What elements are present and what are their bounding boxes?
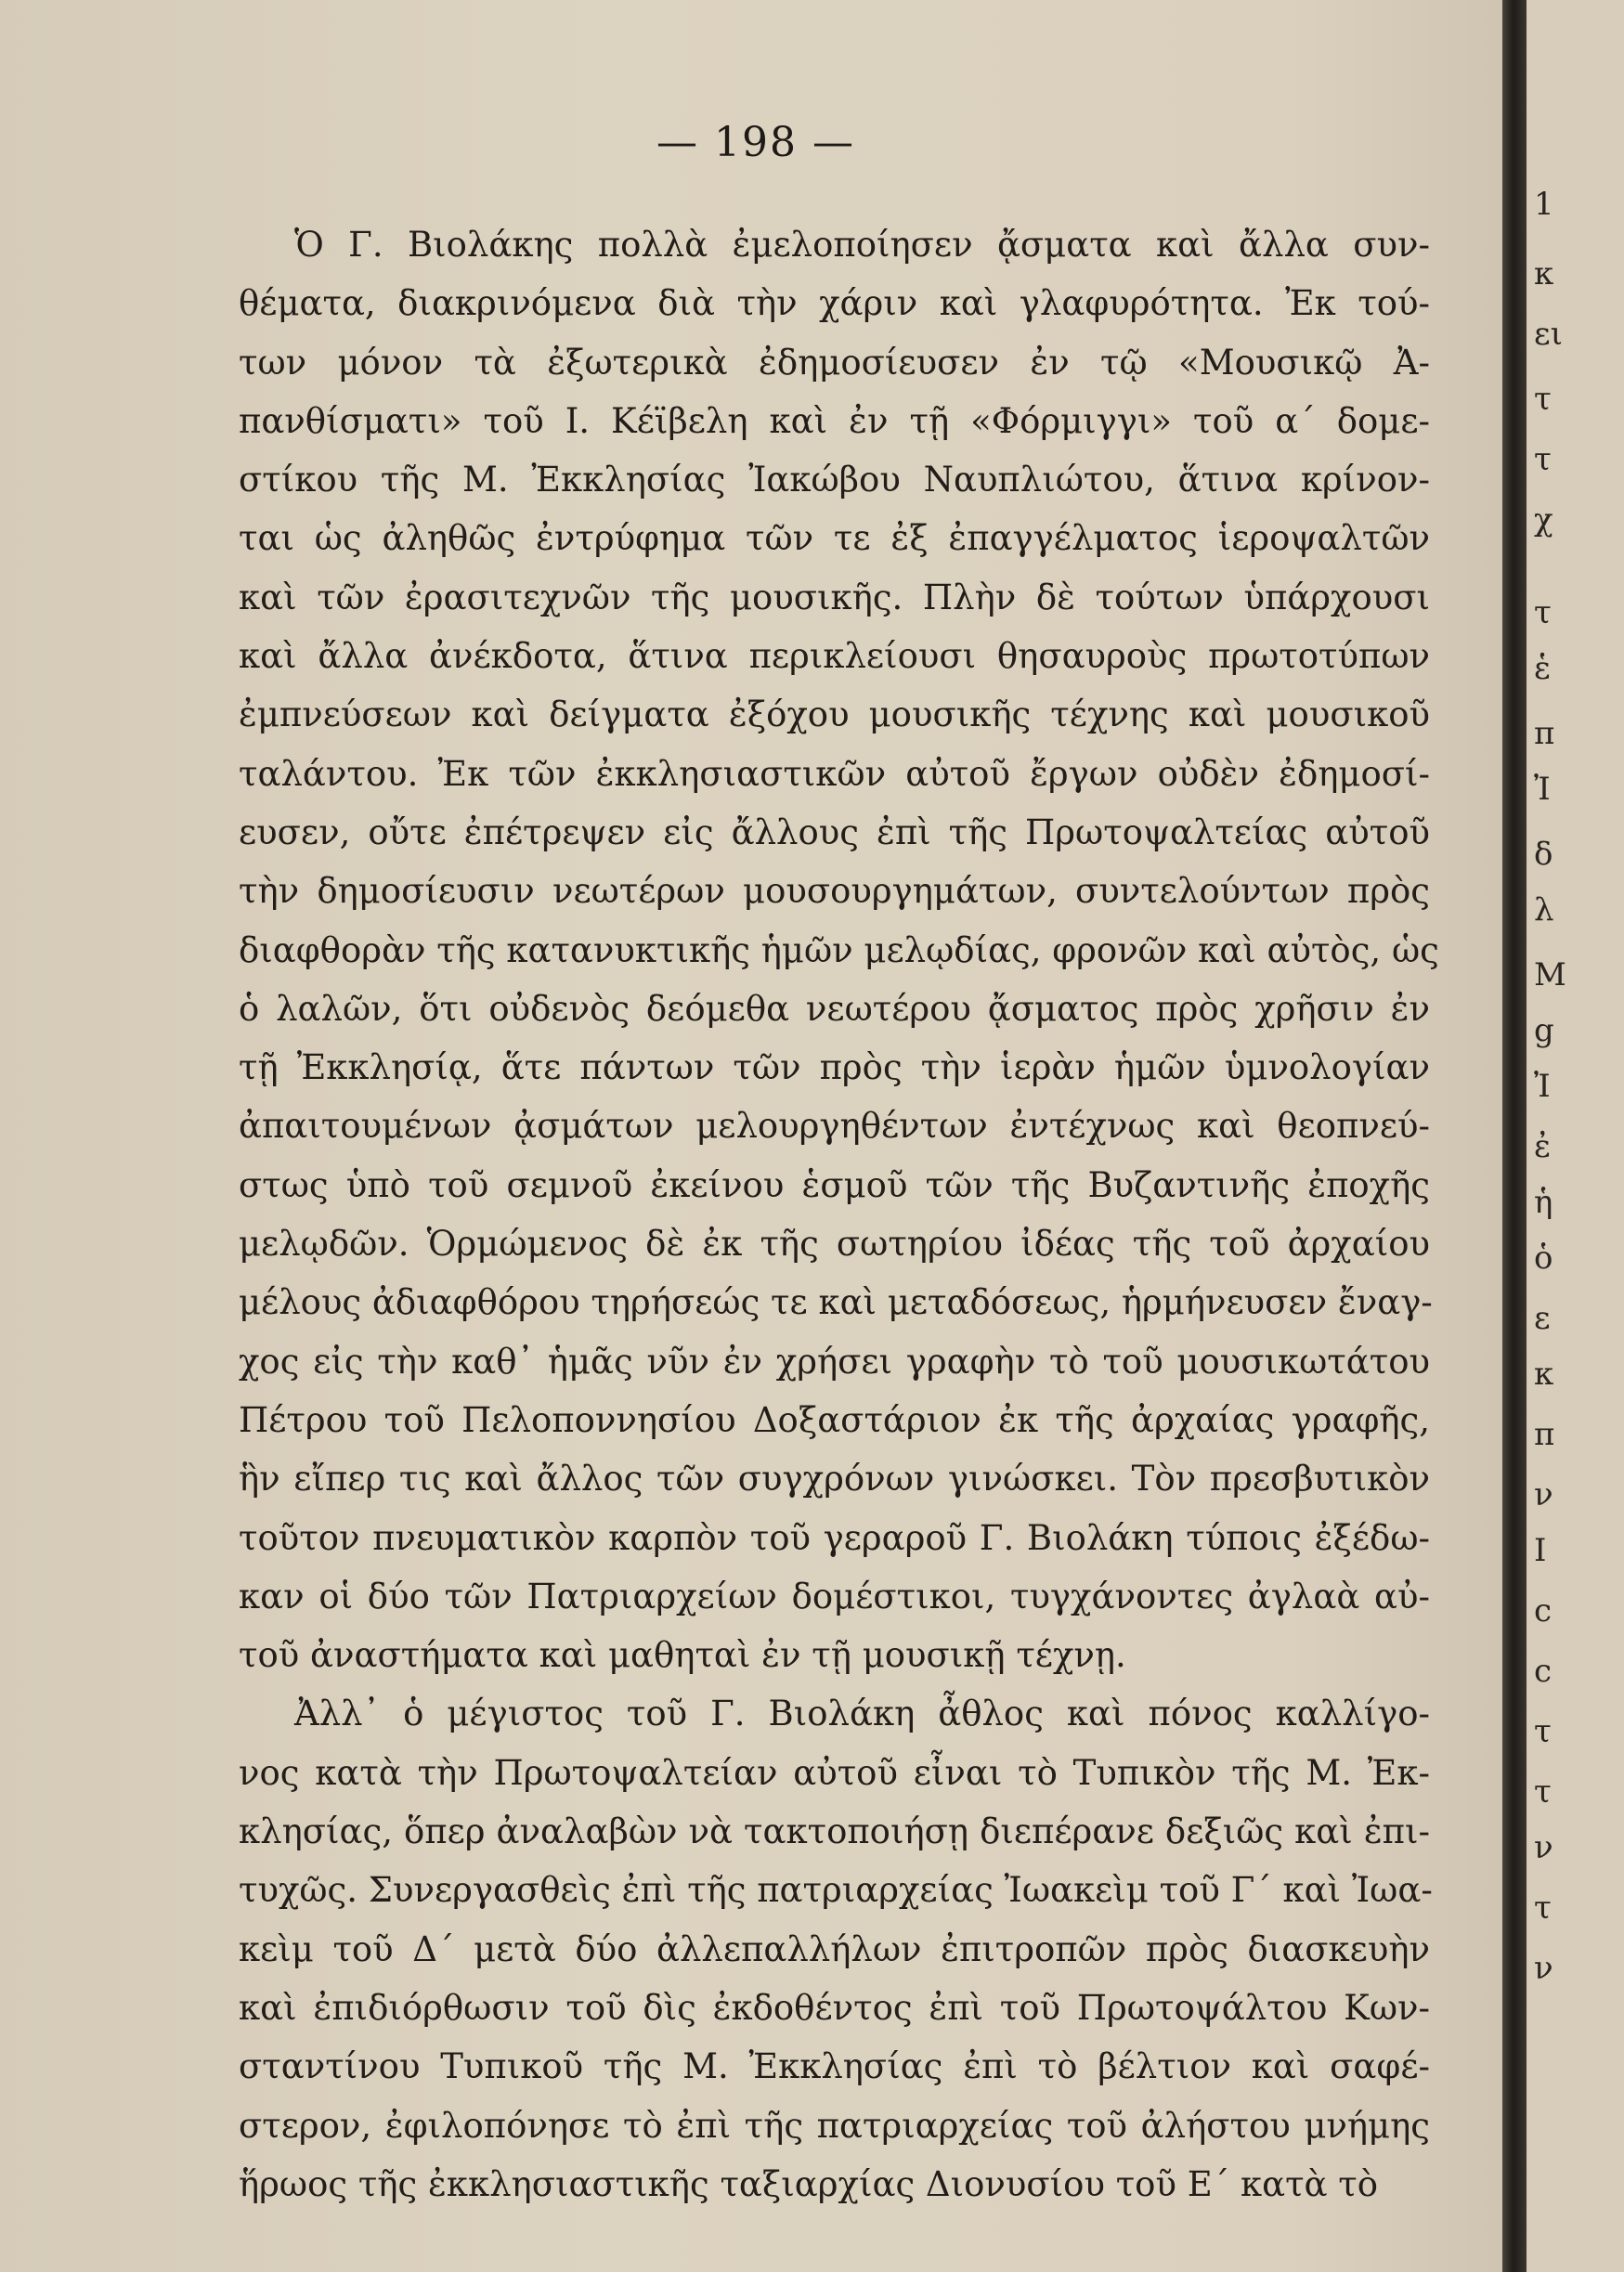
facing-page-fragment: λ	[1534, 891, 1554, 928]
facing-page-fragment: c	[1534, 1653, 1553, 1690]
text-line: μελῳδῶν. Ὁρμώμενος δὲ ἐκ τῆς σωτηρίου ἰδέας τῆς τοῦ ἀρχαίου	[239, 1224, 1430, 1265]
text-line: κλησίας, ὅπερ ἀναλαβὼν νὰ τακτοποιήσῃ διεπέρανε δεξιῶς καὶ ἐπι-	[239, 1811, 1430, 1852]
text-line: Πέτρου τοῦ Πελοποννησίου Δοξαστάριον ἐκ τῆς ἀρχαίας γραφῆς,	[239, 1399, 1430, 1440]
book-spine-gutter	[1502, 0, 1527, 2272]
text-line: διαφθορὰν τῆς κατανυκτικῆς ἡμῶν μελῳδίας, φρονῶν καὶ αὐτὸς, ὡς	[239, 929, 1439, 970]
facing-page-fragment: ν	[1534, 1829, 1553, 1866]
text-line: καν οἱ δύο τῶν Πατριαρχείων δομέστικοι, τυγχάνοντες ἀγλαὰ αὐ-	[239, 1576, 1430, 1616]
text-line: χος εἰς τὴν καθ᾽ ἡμᾶς νῦν ἐν χρήσει γραφὴν τὸ τοῦ μουσικωτάτου	[239, 1341, 1430, 1382]
facing-page-fragment: ἡ	[1534, 1184, 1553, 1221]
text-line: καὶ ἄλλα ἀνέκδοτα, ἅτινα περικλείουσι θησαυροὺς πρωτοτύπων	[239, 636, 1430, 677]
facing-page-fragment: τ	[1534, 381, 1552, 418]
text-line: στερον, ἐφιλοπόνησε τὸ ἐπὶ τῆς πατριαρχείας τοῦ ἀλήστου μνήμης	[239, 2105, 1430, 2146]
text-line: ἐμπνεύσεων καὶ δείγματα ἐξόχου μουσικῆς τέχνης καὶ μουσικοῦ	[239, 695, 1430, 735]
text-line: ἥρωος τῆς ἐκκλησιαστικῆς ταξιαρχίας Διονυσίου τοῦ Ε΄ κατὰ τὸ	[239, 2163, 1379, 2204]
facing-page-fragment: 1	[1534, 186, 1554, 223]
text-line: ἀπαιτουμένων ᾀσμάτων μελουργηθέντων ἐντέχνως καὶ θεοπνεύ-	[239, 1106, 1430, 1147]
facing-page-fragment: τ	[1534, 594, 1552, 631]
body-text	[239, 215, 1439, 2214]
facing-page-edge	[1527, 0, 1624, 2272]
facing-page-fragment: τ	[1534, 1773, 1552, 1811]
text-line: ὁ λαλῶν, ὅτι οὐδενὸς δεόμεθα νεωτέρου ᾄσματος πρὸς χρῆσιν ἐν	[239, 988, 1430, 1029]
facing-page-fragment: ει	[1534, 316, 1563, 353]
facing-page-fragment: π	[1534, 1416, 1555, 1453]
text-line: καὶ τῶν ἐρασιτεχνῶν τῆς μουσικῆς. Πλὴν δὲ τούτων ὑπάρχουσι	[239, 577, 1430, 617]
facing-page-fragment: κ	[1534, 1356, 1554, 1393]
facing-page-fragment: ἐ	[1534, 1128, 1552, 1165]
text-line: καὶ ἐπιδιόρθωσιν τοῦ δὶς ἐκδοθέντος ἐπὶ τοῦ Πρωτοψάλτου Κων-	[239, 1987, 1430, 2028]
text-line: τοῦτον πνευματικὸν καρπὸν τοῦ γεραροῦ Γ. Βιολάκη τύποις ἐξέδω-	[239, 1517, 1430, 1558]
facing-page-fragment: ε	[1534, 1300, 1551, 1337]
text-line: κεὶμ τοῦ Δ΄ μετὰ δύο ἀλλεπαλλήλων ἐπιτροπῶν πρὸς διασκευὴν	[239, 1928, 1430, 1969]
facing-page-fragment: κ	[1534, 255, 1554, 292]
facing-page-fragment: ν	[1534, 1950, 1553, 1987]
text-line: τῇ Ἐκκλησίᾳ, ἅτε πάντων τῶν πρὸς τὴν ἱερὰν ἡμῶν ὑμνολογίαν	[239, 1047, 1430, 1088]
facing-page-fragment: ἑ	[1534, 650, 1552, 687]
facing-page-fragment: χ	[1534, 501, 1553, 539]
facing-page-fragment: π	[1534, 715, 1555, 752]
text-line: ευσεν, οὔτε ἐπέτρεψεν εἰς ἄλλους ἐπὶ τῆς Πρωτοψαλτείας αὐτοῦ	[239, 811, 1430, 852]
page-number: — 198 —	[656, 119, 855, 166]
facing-page-fragment: Μ	[1534, 956, 1566, 993]
text-line: στως ὑπὸ τοῦ σεμνοῦ ἐκείνου ἑσμοῦ τῶν τῆς Βυζαντινῆς ἐποχῆς	[239, 1164, 1430, 1205]
text-line: μέλους ἀδιαφθόρου τηρήσεώς τε καὶ μεταδόσεως, ἡρμήνευσεν ἔναγ-	[239, 1282, 1433, 1323]
facing-page-fragment: Ι	[1534, 1532, 1547, 1569]
text-line: ταλάντου. Ἐκ τῶν ἐκκλησιαστικῶν αὐτοῦ ἔργων οὐδὲν ἐδημοσί-	[239, 753, 1430, 794]
text-line: θέματα, διακρινόμενα διὰ τὴν χάριν καὶ γλαφυρότητα. Ἐκ τού-	[239, 283, 1430, 324]
text-line: των μόνον τὰ ἐξωτερικὰ ἐδημοσίευσεν ἐν τῷ «Μουσικῷ Ἀ-	[239, 342, 1430, 383]
facing-page-fragment: ν	[1534, 1476, 1553, 1513]
text-line: πανθίσματι» τοῦ Ι. Κέϊβελη καὶ ἐν τῇ «Φόρμιγγι» τοῦ α΄ δομε-	[239, 400, 1430, 441]
text-line: νος κατὰ τὴν Πρωτοψαλτείαν αὐτοῦ εἶναι τὸ Τυπικὸν τῆς Μ. Ἐκ-	[239, 1752, 1430, 1793]
facing-page-fragment: Ἰ	[1534, 1068, 1551, 1105]
facing-page-fragment: Ἰ	[1534, 771, 1551, 808]
text-line: ἣν εἴπερ τις καὶ ἄλλος τῶν συγχρόνων γινώσκει. Τὸν πρεσβυτικὸν	[239, 1459, 1430, 1500]
text-line: τυχῶς. Συνεργασθεὶς ἐπὶ τῆς πατριαρχείας Ἰωακεὶμ τοῦ Γ΄ καὶ Ἰωα-	[239, 1870, 1433, 1911]
text-line: σταντίνου Τυπικοῦ τῆς Μ. Ἐκκλησίας ἐπὶ τὸ βέλτιον καὶ σαφέ-	[239, 2046, 1430, 2087]
text-line: τοῦ ἀναστήματα καὶ μαθηταὶ ἐν τῇ μουσικῇ τέχνῃ.	[239, 1635, 1126, 1676]
facing-page-fragment: τ	[1534, 441, 1552, 478]
facing-page-fragment: τ	[1534, 1889, 1552, 1927]
text-line: τὴν δημοσίευσιν νεωτέρων μουσουργημάτων, συντελούντων πρὸς	[239, 871, 1430, 912]
facing-page-fragment: c	[1534, 1592, 1553, 1629]
text-line: στίκου τῆς Μ. Ἐκκλησίας Ἰακώβου Ναυπλιώτου, ἅτινα κρίνον-	[239, 460, 1430, 500]
text-line: Ἀλλ᾽ ὁ μέγιστος τοῦ Γ. Βιολάκη ἆθλος καὶ πόνος καλλίγο-	[294, 1694, 1430, 1734]
facing-page-fragment: ὁ	[1534, 1240, 1553, 1277]
text-line: Ὁ Γ. Βιολάκης πολλὰ ἐμελοποίησεν ᾄσματα καὶ ἄλλα συν-	[294, 225, 1430, 265]
text-line: ται ὡς ἀληθῶς ἐντρύφημα τῶν τε ἐξ ἐπαγγέλματος ἱεροψαλτῶν	[239, 518, 1430, 559]
facing-page-fragment: δ	[1534, 836, 1553, 873]
facing-page-fragment: g	[1534, 1012, 1554, 1049]
facing-page-fragment: τ	[1534, 1713, 1552, 1750]
